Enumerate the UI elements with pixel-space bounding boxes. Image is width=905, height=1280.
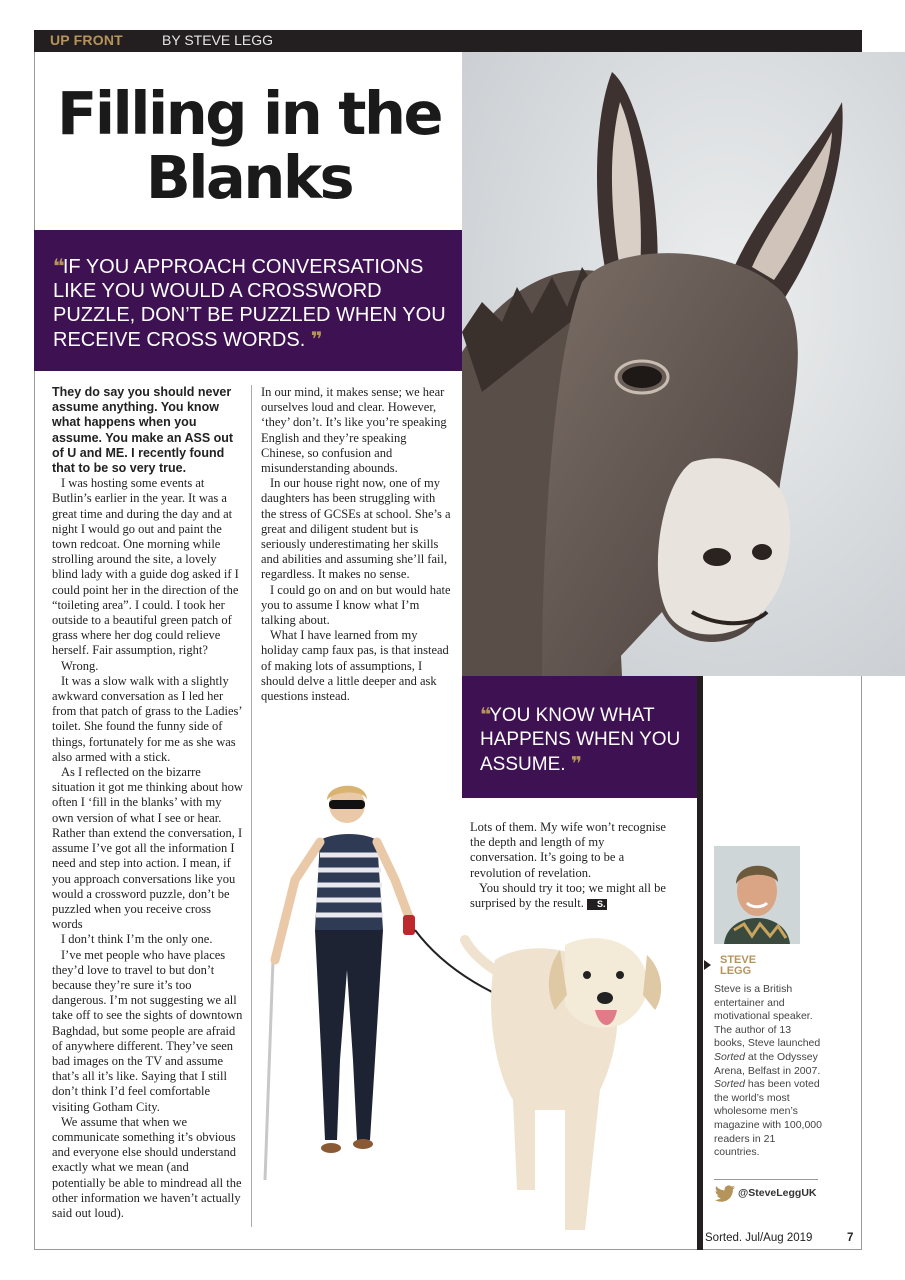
paragraph: As I reflected on the bizarre situation it got me thinking about how often I ‘fill in the blanks’ with my own version of what I see or hear. Rather than extend the conversation, I assume I’ve got all the information I need and step into action. I mean, if you approach conversations like you would a crossword puzzle, don’t be puzzled when you receive cross words: [52, 765, 243, 932]
article-title: [40, 79, 458, 212]
section-header-bar: [34, 30, 862, 52]
paragraph: It was a slow walk with a slightly awkward conversation as I led her from that patch of grass to the Ladies’ toilet. She found the funny side of things, fortunately for me as she was also armed with a stick.: [52, 673, 242, 764]
pull-quote-box: [34, 230, 462, 371]
bio-text: at the Odyssey Arena, Belfast in 2007.: [714, 1050, 821, 1077]
article-column-1: [52, 385, 244, 1221]
folio: Sorted. Jul/Aug 2019: [705, 1232, 813, 1244]
pull-quote-box: [462, 676, 697, 798]
paragraph: We assume that when we communicate something it’s obvious and everyone else should understand exactly what we mean (and potentially be able to mindread all the other information we haven’t actually said out loud).: [52, 1114, 242, 1220]
paragraph: I don’t think I’m the only one.: [61, 932, 213, 947]
author-portrait: [714, 846, 800, 944]
pull-quote-text: YOU KNOW WHAT HAPPENS WHEN YOU ASSUME.: [480, 705, 681, 775]
title-line-2: Blanks: [145, 143, 353, 212]
paragraph: In our house right now, one of my daughters has been struggling with the stress of GCSEs at school. She’s a great and diligent student but is seriously underestimating her skills and abilities and assuming she’ll fail, regardless. It makes no sense.: [261, 476, 451, 582]
article-lead: They do say you should never assume anything. You know what happens when you assume. You make an ASS out of U and ME. I recently found that to be so very true.: [52, 385, 234, 476]
pull-quote: [53, 254, 453, 352]
bio-magazine-name: Sorted: [714, 1050, 745, 1063]
bio-divider: [714, 1179, 818, 1180]
donkey-illustration: [462, 52, 905, 676]
paragraph: I could go on and on but would hate you to assume I know what I’m talking about.: [261, 582, 451, 628]
paragraph-text: You should try it too; we might all be surprised by the result.: [470, 880, 666, 911]
close-quote-icon: ❜❜: [570, 753, 580, 775]
open-quote-icon: ❛❛: [53, 254, 63, 278]
article-column-2: [261, 385, 451, 704]
author-pointer-icon: [704, 960, 711, 970]
paragraph: I was hosting some events at Butlin’s earlier in the year. It was a great time and during the day and at night I would go out and paint the town redcoat. One morning while strolling around the site, a lovely blind lady with a guide dog asked if I could point her in the direction of the “toileting area”. I could. I took her outside to a beautiful green patch of grass where her dog could relieve herself. Fair assumption, right?: [52, 476, 239, 658]
paragraph: Wrong.: [61, 658, 99, 673]
author-bio: [714, 983, 822, 1160]
paragraph: What I have learned from my holiday camp faux pas, is that instead of making lots of assumptions, I should delve a little deeper and ask questions instead.: [261, 628, 449, 704]
pull-quote-text: IF YOU APPROACH CONVERSATIONS LIKE YOU WOULD A CROSSWORD PUZZLE, DON’T BE PUZZLED WHEN YOU RECEIVE CROSS WORDS.: [53, 256, 446, 351]
page-frame-right: [861, 676, 862, 1250]
author-last-name: LEGG: [720, 965, 752, 977]
twitter-handle[interactable]: @SteveLeggUK: [738, 1187, 817, 1199]
author-photo: [714, 846, 800, 944]
column-divider: [251, 385, 252, 1227]
end-mark-icon: S.: [587, 899, 607, 910]
author-name: [720, 955, 800, 977]
page-number: 7: [847, 1232, 854, 1244]
pull-quote: [480, 703, 690, 777]
byline: BY STEVE LEGG: [162, 32, 274, 48]
bio-text: Steve is a British entertainer and motivational speaker. The author of 13 books, Steve launched: [714, 983, 821, 1050]
sidebar-rule: [697, 676, 703, 1250]
twitter-icon: [714, 1185, 736, 1203]
paragraph: [470, 881, 670, 911]
open-quote-icon: ❛❛: [480, 704, 490, 726]
paragraph: In our mind, it makes sense; we hear ourselves loud and clear. However, ‘they’ don’t. It’s like you’re speaking English and they’re speaking Chinese, so confusion and misunderstanding abounds.: [261, 385, 447, 476]
page-frame-bottom: [34, 1249, 862, 1250]
bio-magazine-name: Sorted: [714, 1078, 745, 1091]
article-column-3: [470, 820, 670, 911]
close-quote-icon: ❜❜: [310, 327, 321, 351]
bio-text: has been voted the world’s most wholesome men’s magazine with 100,000 readers in 21 countries.: [714, 1078, 822, 1159]
paragraph: I’ve met people who have places they’d love to travel to but don’t because they’re sure it’s too dangerous. I’m not suggesting we all take off to see the sights of downtown Baghdad, but some people are afraid of anywhere different. They’ve seen bad images on the TV and assume that’s all it’s like. Saying that I still don’t think I’d feel comfortable visiting Gotham City.: [52, 947, 243, 1114]
author-first-name: STEVE: [720, 954, 757, 966]
section-label: UP FRONT: [50, 32, 123, 48]
title-line-1: Filling in the: [57, 79, 441, 148]
paragraph: Lots of them. My wife won’t recognise the depth and length of my conversation. It’s going to be a revolution of revelation.: [470, 820, 666, 880]
donkey-photo: [462, 52, 905, 676]
